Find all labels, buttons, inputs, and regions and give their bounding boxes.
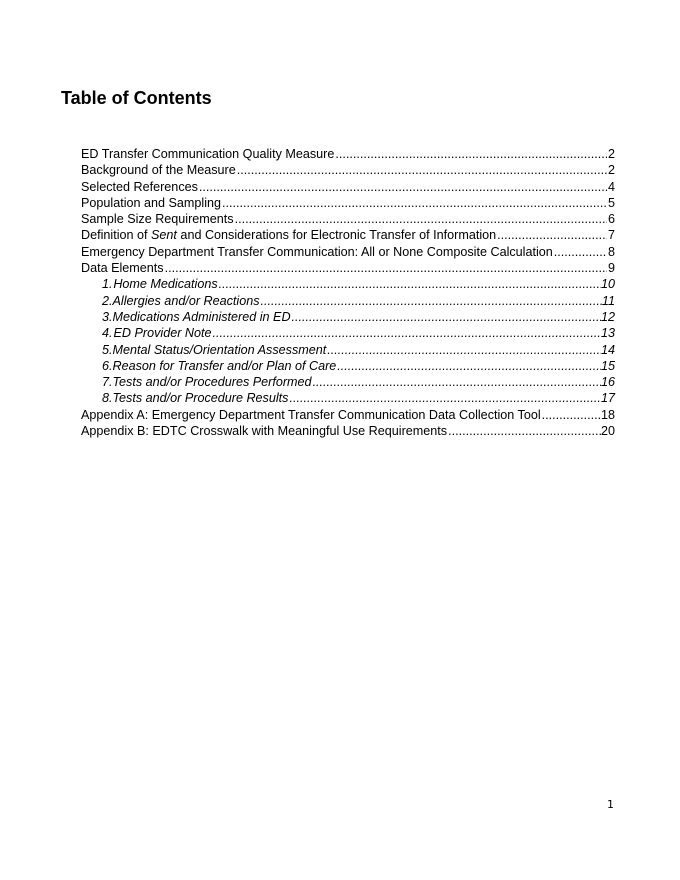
- toc-heading: Table of Contents: [61, 88, 212, 108]
- toc-entry-title: Allergies and/or Reactions: [112, 293, 260, 308]
- toc-entry-title: Population and Sampling: [81, 195, 222, 210]
- toc-dot-leader: [164, 260, 607, 276]
- toc-entry[interactable]: [81, 211, 615, 227]
- toc-entry[interactable]: [81, 162, 615, 178]
- toc-entry-page: 20: [600, 424, 615, 439]
- toc-entry[interactable]: [81, 260, 615, 276]
- toc-dot-leader: [212, 325, 601, 341]
- toc-entry-title: Mental Status/Orientation Assessment: [112, 342, 327, 357]
- toc-entry-title: Emergency Department Transfer Communication: All or None Composite Calculation: [81, 244, 553, 259]
- toc-entry-page: 15: [600, 358, 615, 373]
- toc-dot-leader: [218, 276, 601, 292]
- toc-entry-title: Selected References: [81, 179, 198, 194]
- toc-entry-number: 1.: [102, 277, 113, 292]
- toc-dot-leader: [336, 358, 601, 374]
- toc-dot-leader: [496, 227, 607, 243]
- toc-entry-page: 6: [607, 212, 615, 227]
- toc-entry-title: Home Medications: [113, 277, 218, 292]
- toc-entry-number: 7.: [102, 375, 113, 390]
- toc-entry-title: Reason for Transfer and/or Plan of Care: [112, 358, 337, 373]
- toc-dot-leader: [234, 211, 607, 227]
- toc-entry[interactable]: [81, 342, 615, 358]
- toc-entry-page: 18: [600, 407, 615, 422]
- toc-dot-leader: [312, 374, 601, 390]
- toc-entry-title: Data Elements: [81, 261, 164, 276]
- toc-entry-page: 14: [600, 342, 615, 357]
- toc-list: [81, 146, 615, 439]
- toc-dot-leader: [198, 179, 607, 195]
- toc-entry[interactable]: [81, 276, 615, 292]
- toc-entry-title: ED Provider Note: [113, 326, 212, 341]
- toc-entry[interactable]: [81, 195, 615, 211]
- toc-dot-leader: [326, 342, 601, 358]
- toc-entry-page: 7: [607, 228, 615, 243]
- toc-entry[interactable]: [81, 179, 615, 195]
- toc-entry[interactable]: [81, 390, 615, 406]
- toc-entry[interactable]: [81, 325, 615, 341]
- toc-entry-title: ED Transfer Communication Quality Measure: [81, 147, 335, 161]
- toc-entry[interactable]: [81, 407, 615, 423]
- toc-entry-title: Tests and/or Procedure Results: [112, 391, 289, 406]
- toc-dot-leader: [236, 162, 607, 178]
- page-number: 1: [607, 798, 614, 811]
- toc-entry[interactable]: [81, 374, 615, 390]
- toc-entry-title: Appendix A: Emergency Department Transfer Communication Data Collection Tool: [81, 407, 541, 422]
- toc-entry[interactable]: [81, 293, 615, 309]
- toc-entry[interactable]: [81, 423, 615, 439]
- toc-dot-leader: [334, 146, 607, 162]
- toc-entry-number: 6.: [102, 358, 113, 373]
- toc-entry-page: 4: [607, 179, 615, 194]
- toc-dot-leader: [291, 309, 601, 325]
- toc-entry-page: 9: [607, 261, 615, 276]
- toc-dot-leader: [553, 244, 607, 260]
- toc-entry-title: Medications Administered in ED: [112, 309, 291, 324]
- toc-entry[interactable]: [81, 227, 615, 243]
- toc-entry-page: 10: [600, 277, 615, 292]
- toc-entry-page: 2: [607, 163, 615, 178]
- toc-entry[interactable]: [81, 146, 615, 162]
- toc-entry-page: 2: [607, 147, 615, 161]
- toc-entry-title: Background of the Measure: [81, 163, 236, 178]
- toc-dot-leader: [447, 423, 601, 439]
- toc-entry-page: 8: [607, 244, 615, 259]
- toc-entry-number: 5.: [102, 342, 113, 357]
- toc-entry-number: 4.: [102, 326, 113, 341]
- toc-entry-title: Appendix B: EDTC Crosswalk with Meaningful Use Requirements: [81, 424, 448, 439]
- toc-entry-title: Definition of Sent and Considerations for Electronic Transfer of Information: [81, 228, 497, 243]
- toc-entry-number: 8.: [102, 391, 113, 406]
- toc-dot-leader: [221, 195, 607, 211]
- toc-entry-page: 5: [607, 195, 615, 210]
- toc-dot-leader: [541, 407, 601, 423]
- toc-entry-page: 13: [600, 326, 615, 341]
- toc-entry[interactable]: [81, 244, 615, 260]
- toc-entry-page: 12: [600, 309, 615, 324]
- toc-entry-title: Sample Size Requirements: [81, 212, 234, 227]
- toc-entry[interactable]: [81, 309, 615, 325]
- toc-entry-page: 17: [600, 391, 615, 406]
- toc-entry-page: 11: [601, 293, 615, 308]
- toc-entry[interactable]: [81, 358, 615, 374]
- toc-entry-number: 3.: [102, 309, 113, 324]
- toc-dot-leader: [260, 293, 602, 309]
- toc-entry-title: Tests and/or Procedures Performed: [112, 375, 312, 390]
- toc-entry-page: 16: [600, 375, 615, 390]
- toc-dot-leader: [288, 390, 601, 406]
- toc-entry-number: 2.: [102, 293, 113, 308]
